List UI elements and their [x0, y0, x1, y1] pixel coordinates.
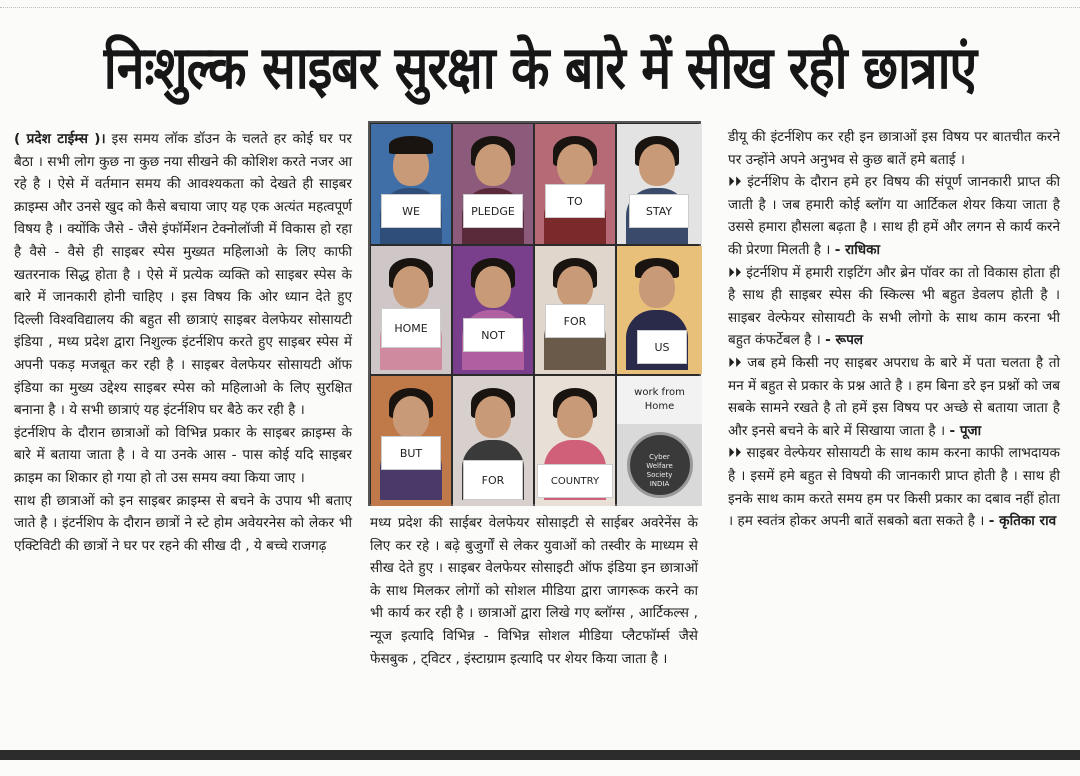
- person-head: [639, 144, 675, 186]
- quote-pooja: ⏵⏵ जब हमे किसी नए साइबर अपराध के बारे में पता चलता है तो मन में बहुत से प्रकार के प्रश्न आते है । हम बिना डरे इन प्रश्नों को जब सबके सामने रखते है तो हमें इस विषय पर अच्छे से बताया जाता है और इनसे बचने के बारे में सिखाया जाता है । - पूजा: [728, 354, 1060, 439]
- pledge-card: COUNTRY: [537, 464, 613, 498]
- person-head: [475, 144, 511, 186]
- quote-signature: - कृतिका राव: [988, 513, 1057, 530]
- quote-kritika: ⏵⏵ साइबर वेल्फेयर सोसायटी के साथ काम करना काफी लाभदायक है । इसमें हमे बहुत से विषयो की जानकारी प्राप्त होती है । साथ ही इनके साथ काम करते समय हम पर किसी प्रकार का दबाव नहीं होता । हम स्वतंत्र होकर अपनी बातें सबको बता सकते है । - कृतिका राव: [728, 445, 1060, 530]
- work-from-home-caption: work from Home: [634, 387, 685, 412]
- pledge-card: STAY: [629, 194, 689, 228]
- photo-tile-for-2: [453, 376, 533, 506]
- person-head: [557, 396, 593, 438]
- top-rule: [0, 0, 1080, 8]
- photo-tile-for: [535, 246, 615, 374]
- person-hair: [389, 136, 433, 154]
- article-column-1: [14, 128, 352, 728]
- double-arrow-icon: ⏵⏵: [728, 174, 742, 191]
- pledge-card: US: [637, 330, 687, 364]
- double-arrow-icon: ⏵⏵: [728, 354, 742, 371]
- person-head: [475, 396, 511, 438]
- double-arrow-icon: ⏵⏵: [728, 264, 742, 281]
- pledge-card: FOR: [545, 304, 605, 338]
- pledge-card: TO: [545, 184, 605, 218]
- pledge-card: WE: [381, 194, 441, 228]
- bottom-rule: [0, 750, 1080, 760]
- double-arrow-icon: ⏵⏵: [728, 445, 742, 462]
- logo-area: [617, 424, 702, 506]
- pledge-card: HOME: [381, 308, 441, 348]
- photo-tile-home: [371, 246, 451, 374]
- column1-para-1: ( प्रदेश टाईम्स )। इस समय लॉक डॉउन के चलते हर कोई घर पर बैठा । सभी लोग कुछ ना कुछ नया सीखने की कोशिश करते नजर आ रहे है । ऐसे में वर्तमान समय की आवश्यकता को देखते ही साइबर क्राइम्स और उनसे खुद को कैसे बचाया जाए यह एक अत्यंत महत्वपूर्ण विषय है । क्योंकि जैसे - जैसे इंफॉर्मेशन टेक्नोलॉजी में विकास हो रहा है वैसे - वैसे ही साइबर स्पेस मुख्यत महिलाओ के लिए काफी खतरनाक सिद्ध होता है । ऐसे में प्रत्येक व्यक्ति को साइबर स्पेस के बारे में जानकारी होनी चाहिए । इस विषय कि ओर ध्यान देते हुए दिल्ली विश्वविद्यालय की बहुत सी छात्राएं साइबर वेलफेयर सोसायटी इंडिया , मध्य प्रदेश द्वारा निशुल्क इंटर्नशिप करते हुए साइबर स्पेस में अपनी पकड़ मजबूत कर रही है । साइबर वेलफेयर सोसायटी ऑफ इंडिया का मुख्य उद्देश्य साइबर स्पेस को महिलाओ के लिए सुरक्षित बनाना है । ये सभी छात्राएं यह इंटर्नशिप घर बैठे कर रही है ।: [14, 131, 352, 419]
- quote-signature: - राधिका: [834, 241, 881, 258]
- person-head: [639, 266, 675, 308]
- pledge-card: BUT: [381, 436, 441, 470]
- headline: निःशुल्क साइबर सुरक्षा के बारे में सीख रही छात्राएं: [103, 33, 977, 103]
- pledge-card: FOR: [463, 460, 523, 500]
- person-head: [393, 266, 429, 308]
- column3-intro: डीयू की इंटर्नशिप कर रही इन छात्राओं इस विषय पर बातचीत करने पर उन्होंने अपने अनुभव से कुछ बातें हमे बताई ।: [728, 129, 1060, 168]
- pledge-card: NOT: [463, 318, 523, 352]
- person-head: [557, 144, 593, 186]
- article-column-3: [728, 126, 1060, 730]
- photo-tile-pledge: [453, 124, 533, 244]
- photo-tile-country: [535, 376, 615, 506]
- quote-signature: - रूपल: [825, 332, 864, 349]
- person-head: [557, 266, 593, 308]
- photo-tile-to: [535, 124, 615, 244]
- article-column-2: [370, 512, 698, 728]
- person-head: [393, 396, 429, 438]
- photo-tile-stay: [617, 124, 702, 244]
- photo-tile-we: [371, 124, 451, 244]
- column2-para: मध्य प्रदेश की साईबर वेलफेयर सोसाइटी से साईबर अवरेनेंस के लिए कर रहे । बढ़े बुजुर्गों से लेकर युवाओं को तस्वीर के माध्यम से सीख देते हुए । साइबर वेलफेयर सोसाइटी ऑफ इंडिया इन छात्राओं के साथ मिलकर लोगों को सोशल मीडिया द्वारा जागरूक करने का भी कार्य कर रही है । छात्राओं द्वारा लिखे गए ब्लॉग्स , आर्टिकल्स , न्यूज इत्यादि विभिन्न - विभिन्न सोशल मीडिया प्लैटफॉर्म्स जैसे फेसबुक , ट्विटर , इंस्टाग्राम इत्यादि पर शेयर किया जाता है ।: [370, 515, 698, 667]
- photo-tile-logo-stack: [617, 376, 702, 506]
- column1-para-3: साथ ही छात्राओं को इन साइबर क्राइम्स से बचने के उपाय भी बताए जाते है । इंटर्नशिप के दौरान छात्रों ने स्टे होम अवेयरनेस को लेकर भी एक्टिविटी की छात्रों ने घर पर रहने की सीख दी , ये बच्चे राजगढ़: [14, 492, 352, 554]
- quote-radhika: ⏵⏵ इंटर्नशिप के दौरान हमे हर विषय की संपूर्ण जानकारी प्राप्त की जाती है । जब हमारी कोई ब्लॉग या आर्टिकल शेयर किया जाता है उससे हमारा हौसला बढ़ता है । साथ ही हमें और लगन से कार्य करने की प्रेरणा मिलती है । - राधिका: [728, 174, 1061, 258]
- pledge-card: PLEDGE: [463, 194, 523, 228]
- photo-tile-but: [371, 376, 451, 506]
- quote-rupal: ⏵⏵ इंटर्नशिप में हमारी राइटिंग और ब्रेन पॉवर का तो विकास होता ही है साथ ही साइबर स्पेस की स्किल्स भी बहुत डेवलप होती है । साइबर वेल्फेयर सोसायटी के सभी लोगो के साथ काम करना भी बहुत कंफर्टेबल है । - रूपल: [728, 264, 1060, 349]
- dateline: ( प्रदेश टाईम्स )।: [14, 131, 106, 147]
- work-from-home-card: [621, 380, 698, 420]
- pledge-photo-collage: [368, 121, 701, 506]
- cyber-welfare-society-logo: Cyber Welfare Society INDIA: [627, 432, 693, 498]
- person-head: [475, 266, 511, 308]
- column1-para-2: इंटर्नशिप के दौरान छात्राओं को विभिन्न प्रकार के साइबर क्राइम्स के बारे में बताया जाता है । वे या उनके आस - पास कोई यदि साइबर क्राइम का शिकार हो गया हो तो उस समय क्या किया जाए ।: [14, 424, 352, 486]
- photo-tile-not: [453, 246, 533, 374]
- quote-signature: - पूजा: [949, 422, 982, 439]
- photo-tile-us: [617, 246, 702, 374]
